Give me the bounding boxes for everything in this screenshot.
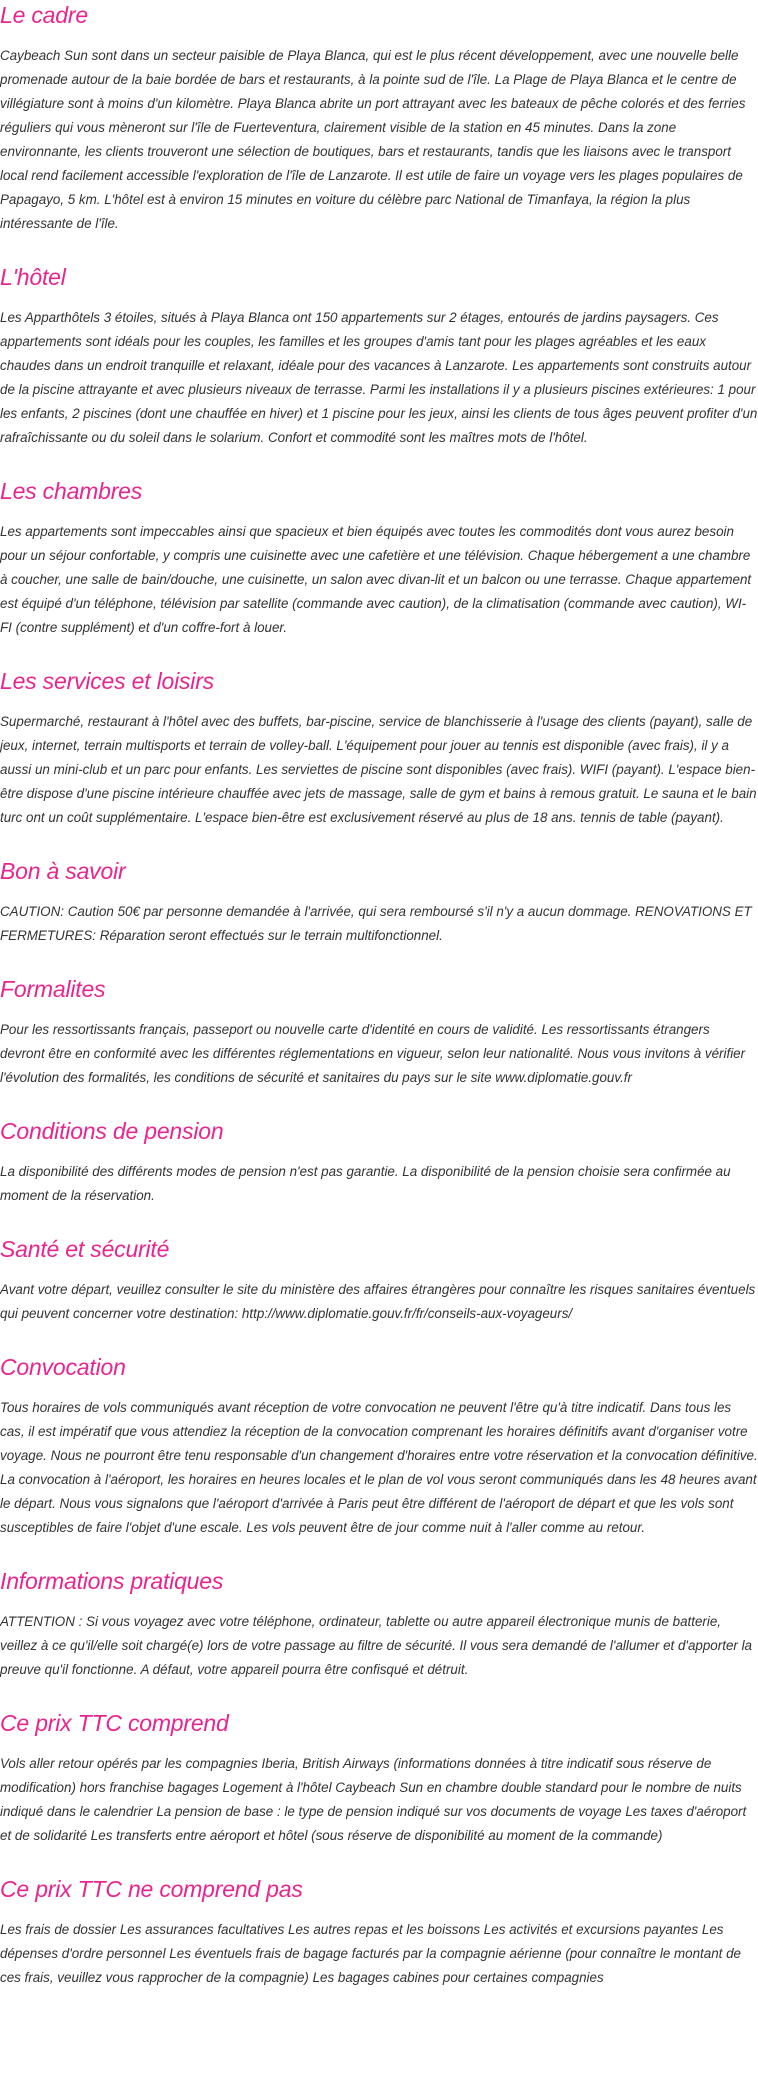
section-body: Les frais de dossier Les assurances facultatives Les autres repas et les boissons Les activités et excursions payantes Les dépenses d'ordre personnel Les éventuels frais de bagage facturés par la compagnie aérienne (pour connaître le montant de ces frais, veuillez vous rapprocher de la compagnie) Les bagages cabines pour certaines compagnies: [0, 1922, 742, 1985]
section-formalites: [0, 974, 758, 1090]
section-body: Les appartements sont impeccables ainsi que spacieux et bien équipés avec toutes les commodités dont vous aurez besoin pour un séjour confortable, y compris une cuisinette avec une cafetière et une télévision. Chaque hébergement a une chambre à coucher, une salle de bain/douche, une cuisinette, un salon avec divan-lit et un balcon ou une terrasse. Chaque appartement est équipé d'un téléphone, télévision par satellite (commande avec caution), de la climatisation (commande avec caution), WI-FI (contre supplément) et d'un coffre-fort à louer.: [0, 524, 752, 635]
section-title: Santé et sécurité: [0, 1236, 170, 1262]
section-title: Ce prix TTC comprend: [0, 1710, 229, 1736]
section-title: Ce prix TTC ne comprend pas: [0, 1876, 303, 1902]
section-body: Vols aller retour opérés par les compagnies Iberia, British Airways (informations données à titre indicatif sous réserve de modification) hors franchise bagages Logement à l'hôtel Caybeach Sun en chambre double standard pour le nombre de nuits indiqué dans le calendrier La pension de base : le type de pension indiqué sur vos documents de voyage Les taxes d'aéroport et de solidarité Les transferts entre aéroport et hôtel (sous réserve de disponibilité au moment de la commande): [0, 1756, 747, 1843]
section-title: Bon à savoir: [0, 858, 126, 884]
section-services-loisirs: [0, 666, 758, 830]
section-title: Les services et loisirs: [0, 668, 214, 694]
section-body: Tous horaires de vols communiqués avant réception de votre convocation ne peuvent l'être qu'à titre indicatif. Dans tous les cas, il est impératif que vous attendiez la réception de la convocation comprenant les horaires définitifs avant d'organiser votre voyage. Nous ne pourront être tenu responsable d'un changement d'horaires entre votre réservation et la convocation définitive. La convocation à l'aéroport, les horaires en heures locales et le plan de vol vous seront communiqués dans les 48 heures avant le départ. Nous vous signalons que l'aéroport d'arrivée à Paris peut être différent de l'aéroport de départ et que les vols sont susceptibles de faire l'objet d'une escale. Les vols peuvent être de jour comme nuit à l'aller comme au retour.: [0, 1400, 758, 1535]
section-hotel: [0, 262, 758, 450]
section-body: Avant votre départ, veuillez consulter le site du ministère des affaires étrangères pour connaître les risques sanitaires éventuels qui peuvent concerner votre destination: http://www.diplomatie.gouv.fr/fr/conseils-aux-voyageurs/: [0, 1282, 756, 1321]
section-title: Formalites: [0, 976, 106, 1002]
section-body: Les Apparthôtels 3 étoiles, situés à Playa Blanca ont 150 appartements sur 2 étages, entourés de jardins paysagers. Ces appartements sont idéals pour les couples, les familles et les groupes d'amis tant pour les plages agréables et les eaux chaudes dans un endroit tranquille et relaxant, idéale pour des vacances à Lanzarote. Les appartements sont construits autour de la piscine attrayante et avec plusieurs niveaux de terrasse. Parmi les installations il y a plusieurs piscines extérieures: 1 pour les enfants, 2 piscines (dont une chauffée en hiver) et 1 piscine pour les jeux, ainsi les clients de tous âges peuvent profiter d'un rafraîchissante ou du soleil dans le solarium. Confort et commodité sont les maîtres mots de l'hôtel.: [0, 310, 758, 445]
section-bon-a-savoir: [0, 856, 758, 948]
section-informations-pratiques: [0, 1566, 758, 1682]
section-sante-securite: [0, 1234, 758, 1326]
section-body: La disponibilité des différents modes de pension n'est pas garantie. La disponibilité de la pension choisie sera confirmée au moment de la réservation.: [0, 1164, 731, 1203]
section-body: Caybeach Sun sont dans un secteur paisible de Playa Blanca, qui est le plus récent développement, avec une nouvelle belle promenade autour de la baie bordée de bars et restaurants, à la pointe sud de l'île. La Plage de Playa Blanca et le centre de villégiature sont à moins d'un kilomètre. Playa Blanca abrite un port attrayant avec les bateaux de pêche colorés et des ferries réguliers qui vous mèneront sur l'île de Fuerteventura, clairement visible de la station en 45 minutes. Dans la zone environnante, les clients trouveront une sélection de boutiques, bars et restaurants, tandis que les liaisons avec le transport local rend facilement accessible l'exploration de l'île de Lanzarote. Il est utile de faire un voyage vers les plages populaires de Papagayo, 5 km. L'hôtel est à environ 15 minutes en voiture du célèbre parc National de Timanfaya, la région la plus intéressante de l'île.: [0, 48, 746, 231]
section-body: CAUTION: Caution 50€ par personne demandée à l'arrivée, qui sera remboursé s'il n'y a aucun dommage. RENOVATIONS ET FERMETURES: Réparation seront effectués sur le terrain multifonctionnel.: [0, 904, 752, 943]
section-le-cadre: [0, 0, 758, 236]
section-body: ATTENTION : Si vous voyagez avec votre téléphone, ordinateur, tablette ou autre appareil électronique munis de batterie, veillez à ce qu'il/elle soit chargé(e) lors de votre passage au filtre de sécurité. Il vous sera demandé de l'allumer et d'apporter la preuve qu'il fonctionne. A défaut, votre appareil pourra être confisqué et détruit.: [0, 1614, 752, 1677]
section-title: Convocation: [0, 1354, 126, 1380]
section-title: Le cadre: [0, 2, 88, 28]
section-chambres: [0, 476, 758, 640]
section-prix-ne-comprend-pas: [0, 1874, 758, 1990]
section-body: Supermarché, restaurant à l'hôtel avec des buffets, bar-piscine, service de blanchisserie à l'usage des clients (payant), salle de jeux, internet, terrain multisports et terrain de volley-ball. L'équipement pour jouer au tennis est disponible (avec frais), il y a aussi un mini-club et un parc pour enfants. Les serviettes de piscine sont disponibles (avec frais). WIFI (payant). L'espace bien-être dispose d'une piscine intérieure chauffée avec jets de massage, salle de gym et bains à remous gratuit. Le sauna et le bain turc ont un coût supplémentaire. L'espace bien-être est exclusivement réservé au plus de 18 ans. tennis de table (payant).: [0, 714, 757, 825]
section-title: Informations pratiques: [0, 1568, 224, 1594]
section-prix-comprend: [0, 1708, 758, 1848]
section-title: Conditions de pension: [0, 1118, 224, 1144]
section-title: L'hôtel: [0, 264, 66, 290]
section-title: Les chambres: [0, 478, 143, 504]
section-body: Pour les ressortissants français, passeport ou nouvelle carte d'identité en cours de validité. Les ressortissants étrangers devront être en conformité avec les différentes réglementations en vigueur, selon leur nationalité. Nous vous invitons à vérifier l'évolution des formalités, les conditions de sécurité et sanitaires du pays sur le site www.diplomatie.gouv.fr: [0, 1022, 746, 1085]
section-conditions-pension: [0, 1116, 758, 1208]
section-convocation: [0, 1352, 758, 1540]
